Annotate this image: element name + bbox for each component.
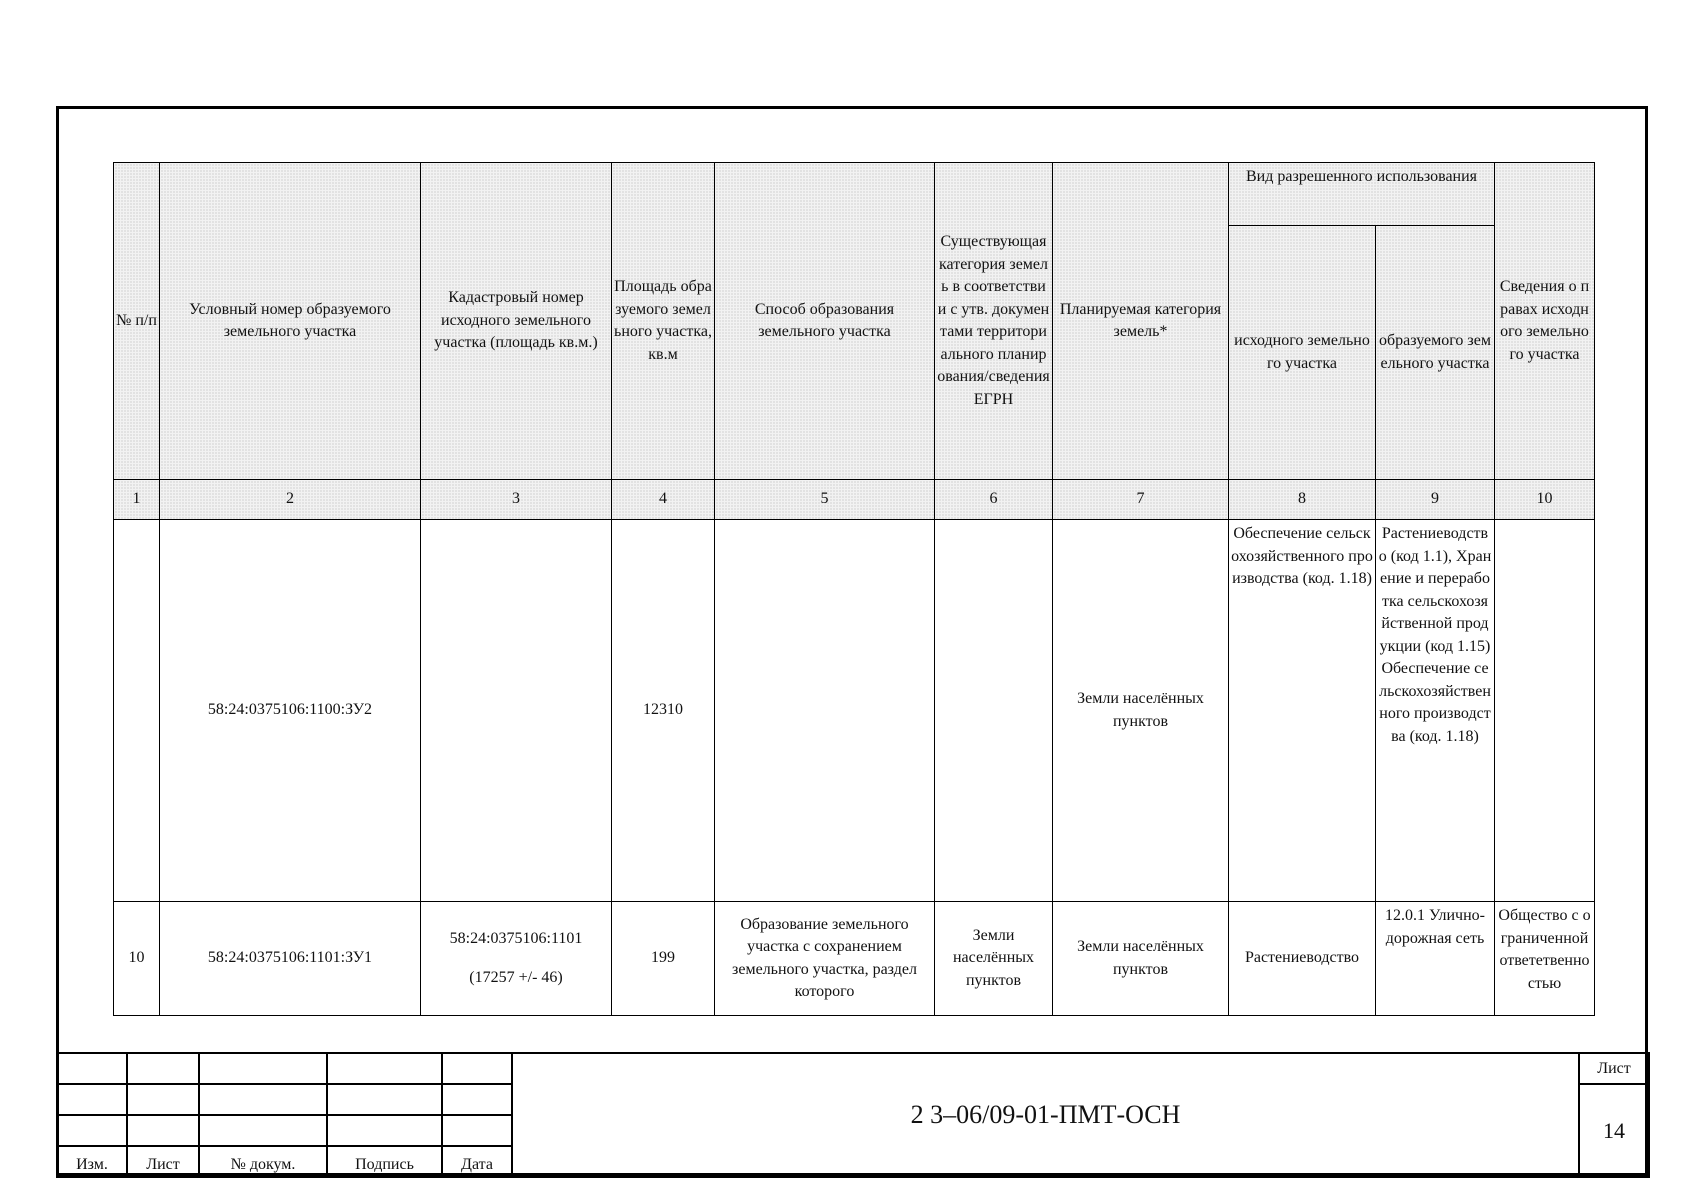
stamp-cell [442, 1084, 512, 1115]
header-num: № п/п [114, 163, 160, 480]
stamp-label-signature: Подпись [327, 1146, 442, 1177]
stamp-cell [442, 1053, 512, 1084]
land-plots-table [113, 162, 1595, 1016]
header-area: Площадь образуемого земельного участка, кв.м [612, 163, 715, 480]
table-row [114, 520, 1595, 902]
stamp-cell [442, 1115, 512, 1146]
rights: Общество с ограниченной ответетвенностью [1495, 902, 1595, 1016]
stamp-cell [327, 1084, 442, 1115]
header-planned-category: Планируемая категория земель* [1053, 163, 1229, 480]
stamp-cell [327, 1053, 442, 1084]
plot-area: 199 [612, 902, 715, 1016]
planned-category: Земли населённых пунктов [1053, 520, 1229, 902]
column-number: 2 [160, 480, 421, 520]
sheet-label: Лист [1579, 1053, 1649, 1084]
sheet-number: 14 [1579, 1084, 1649, 1177]
stamp-cell [57, 1115, 127, 1146]
header-use-source: исходного земельного участка [1229, 226, 1376, 480]
cadastral-number: 58:24:0375106:1101 [449, 930, 583, 947]
stamp-cell [127, 1084, 199, 1115]
rights [1495, 520, 1595, 902]
stamp-label-sheet: Лист [127, 1146, 199, 1177]
header-conditional-number: Условный номер образуемого земельного участка [160, 163, 421, 480]
header-formation-method: Способ образования земельного участка [715, 163, 935, 480]
conditional-number: 58:24:0375106:1100:ЗУ2 [160, 520, 421, 902]
column-number: 10 [1495, 480, 1595, 520]
stamp-label-change: Изм. [57, 1146, 127, 1177]
title-block [56, 1052, 1650, 1178]
table-row [114, 902, 1595, 1016]
stamp-cell [199, 1053, 327, 1084]
stamp-cell [127, 1115, 199, 1146]
cadastral-number-cell [421, 520, 612, 902]
column-number: 6 [935, 480, 1053, 520]
row-num [114, 520, 160, 902]
stamp-label-doc-number: № докум. [199, 1146, 327, 1177]
row-num: 10 [114, 902, 160, 1016]
stamp-label-date: Дата [442, 1146, 512, 1177]
stamp-cell [327, 1115, 442, 1146]
existing-category [935, 520, 1053, 902]
column-number: 5 [715, 480, 935, 520]
cadastral-number-cell [421, 902, 612, 1016]
conditional-number: 58:24:0375106:1101:ЗУ1 [160, 902, 421, 1016]
use-source: Растениеводство [1229, 902, 1376, 1016]
header-permitted-use: Вид разрешенного использования [1229, 163, 1495, 226]
column-number: 3 [421, 480, 612, 520]
stamp-cell [127, 1053, 199, 1084]
use-formed: Растениеводство (код 1.1), Хранение и переработка сельскохозяйственной продукции (код 1.15) Обеспечение сельскохозяйственного производства (код. 1.18) [1376, 520, 1495, 902]
stamp-cell [57, 1053, 127, 1084]
column-number: 4 [612, 480, 715, 520]
formation-method: Образование земельного участка с сохранением земельного участка, раздел которого [715, 902, 935, 1016]
document-code: 2 3–06/09-01-ПМТ-ОСН [512, 1053, 1579, 1177]
column-number: 8 [1229, 480, 1376, 520]
column-number: 1 [114, 480, 160, 520]
header-rights: Сведения о правах исходного земельного участка [1495, 163, 1595, 480]
formation-method [715, 520, 935, 902]
cadastral-area: (17257 +/- 46) [469, 968, 563, 986]
header-existing-category: Существующая категория земель в соответствии с утв. документами территориального планирования/сведения ЕГРН [935, 163, 1053, 480]
stamp-cell [199, 1084, 327, 1115]
header-cadastral-number: Кадастровый номер исходного земельного участка (площадь кв.м.) [421, 163, 612, 480]
stamp-cell [57, 1084, 127, 1115]
column-number: 9 [1376, 480, 1495, 520]
plot-area: 12310 [612, 520, 715, 902]
header-use-formed: образуемого земельного участка [1376, 226, 1495, 480]
existing-category: Земли населённых пунктов [935, 902, 1053, 1016]
use-formed: 12.0.1 Улично-дорожная сеть [1376, 902, 1495, 1016]
planned-category: Земли населённых пунктов [1053, 902, 1229, 1016]
column-number: 7 [1053, 480, 1229, 520]
stamp-cell [199, 1115, 327, 1146]
use-source: Обеспечение сельскохозяйственного производства (код. 1.18) [1229, 520, 1376, 902]
